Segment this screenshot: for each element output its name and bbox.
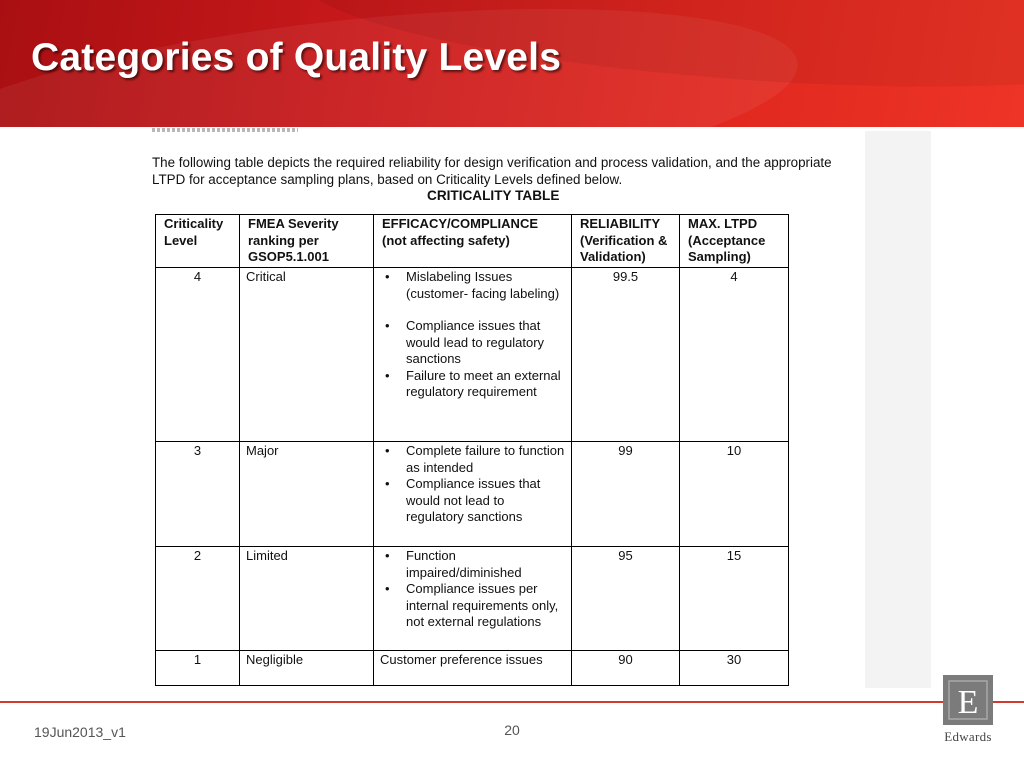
cell-efficacy xyxy=(374,268,572,442)
header-max-ltpd: MAX. LTPD (Acceptance Sampling) xyxy=(680,215,789,268)
header-reliability: RELIABILITY (Verification & Validation) xyxy=(572,215,680,268)
cell-ltpd: 30 xyxy=(680,651,789,686)
cell-level: 4 xyxy=(156,268,240,442)
header-criticality-level: Criticality Level xyxy=(156,215,240,268)
table-row xyxy=(156,442,789,547)
efficacy-bullet: • Function impaired/diminished xyxy=(406,548,565,581)
edwards-logo-mark xyxy=(943,675,993,725)
efficacy-bullet: • Compliance issues per internal requirements only, not external regulations xyxy=(406,581,565,631)
header-fmea-severity: FMEA Severity ranking per GSOP5.1.001 xyxy=(240,215,374,268)
cell-ltpd: 15 xyxy=(680,547,789,651)
cell-reliability: 99 xyxy=(572,442,680,547)
cell-ltpd: 4 xyxy=(680,268,789,442)
logo-mark-letter: E xyxy=(957,684,979,721)
side-panel xyxy=(865,131,931,688)
efficacy-bullet: • Compliance issues that would not lead to regulatory sanctions xyxy=(406,476,565,526)
table-row xyxy=(156,547,789,651)
cell-reliability: 99.5 xyxy=(572,268,680,442)
criticality-table xyxy=(155,214,789,686)
slide-title: Categories of Quality Levels xyxy=(31,36,562,79)
footer-divider xyxy=(0,701,1024,703)
cropped-text-line xyxy=(152,128,298,132)
cell-level: 1 xyxy=(156,651,240,686)
cell-level: 3 xyxy=(156,442,240,547)
cell-efficacy xyxy=(374,547,572,651)
cell-efficacy xyxy=(374,442,572,547)
cell-severity: Critical xyxy=(240,268,374,442)
title-banner xyxy=(0,0,1024,127)
efficacy-bullet: • Failure to meet an external regulatory requirement xyxy=(406,368,565,401)
cell-ltpd: 10 xyxy=(680,442,789,547)
header-efficacy-compliance: EFFICACY/COMPLIANCE (not affecting safety) xyxy=(374,215,572,268)
table-title: CRITICALITY TABLE xyxy=(427,188,560,203)
cell-severity: Limited xyxy=(240,547,374,651)
efficacy-bullet: • Complete failure to function as intended xyxy=(406,443,565,476)
intro-paragraph: The following table depicts the required reliability for design verification and process validation, and the appropriate LTPD for acceptance sampling plans, based on Criticality Levels defined below. xyxy=(152,155,832,187)
cell-level: 2 xyxy=(156,547,240,651)
edwards-logo-icon xyxy=(943,675,993,725)
logo-text: Edwards xyxy=(944,729,992,744)
cell-reliability: 90 xyxy=(572,651,680,686)
cell-efficacy: Customer preference issues xyxy=(374,651,572,686)
efficacy-bullet: • Mislabeling Issues (customer- facing labeling) xyxy=(406,269,565,302)
table-header-row xyxy=(156,215,789,268)
efficacy-bullet: • Compliance issues that would lead to regulatory sanctions xyxy=(406,318,565,368)
cell-reliability: 95 xyxy=(572,547,680,651)
cell-severity: Negligible xyxy=(240,651,374,686)
page-number: 20 xyxy=(504,722,520,738)
table-row xyxy=(156,651,789,686)
cell-severity: Major xyxy=(240,442,374,547)
footer-date: 19Jun2013_v1 xyxy=(34,724,126,740)
table-row xyxy=(156,268,789,442)
